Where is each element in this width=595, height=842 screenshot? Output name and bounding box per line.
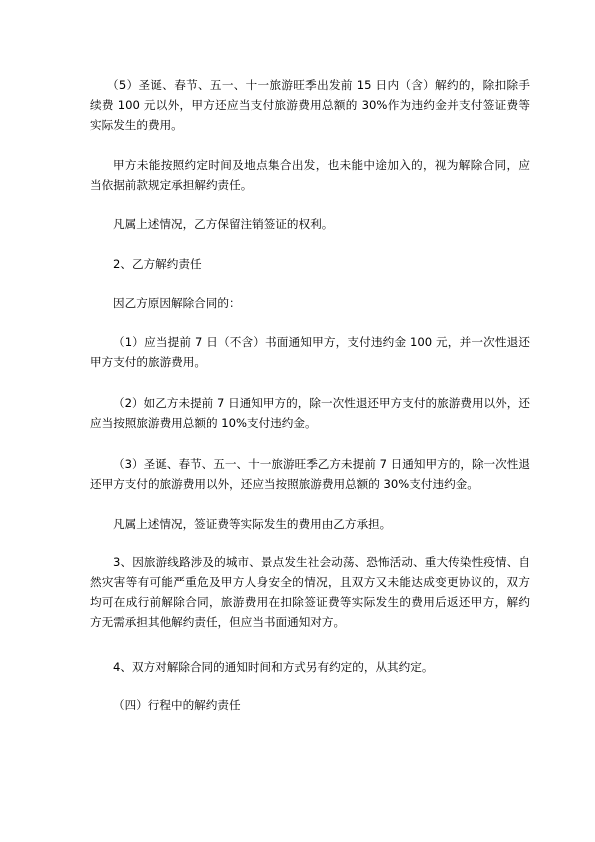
paragraph-visa-fees-borne: 凡属上述情况，签证费等实际发生的费用由乙方承担。 — [113, 517, 392, 531]
paragraph-failure-to-depart: 甲方未能按照约定时间及地点集合出发，也未能中途加入的，视为解除合同，应当依据前款规定承担解约责任。 — [90, 158, 530, 192]
paragraph-item-1: （1）应当提前 7 日（不含）书面通知甲方，支付违约金 100 元，并一次性退还甲方支付的旅游费用。 — [90, 335, 530, 369]
paragraph-visa-cancellation-right: 凡属上述情况，乙方保留注销签证的权利。 — [113, 217, 334, 231]
paragraph-peak-season-cancellation: （5）圣诞、春节、五一、十一旅游旺季出发前 15 日内（含）解约的，除扣除手续费 100 元以外，甲方还应当支付旅游费用总额的 30%作为违约金并支付签证费等实际发生的费用。 — [90, 78, 530, 132]
section-heading-in-trip-liability: （四）行程中的解约责任 — [113, 698, 241, 712]
section-heading-party-b-liability: 2、乙方解约责任 — [113, 257, 202, 271]
paragraph-item-2: （2）如乙方未提前 7 日通知甲方的，除一次性退还甲方支付的旅游费用以外，还应当按照旅游费用总额的 10%支付违约金。 — [90, 396, 530, 430]
paragraph-item-3: （3）圣诞、春节、五一、十一旅游旺季乙方未提前 7 日通知甲方的，除一次性退还甲方支付的旅游费用以外，还应当按照旅游费用总额的 30%支付违约金。 — [90, 457, 530, 491]
paragraph-notice-agreement: 4、双方对解除合同的通知时间和方式另有约定的，从其约定。 — [113, 660, 434, 674]
paragraph-force-majeure: 3、因旅游线路涉及的城市、景点发生社会动荡、恐怖活动、重大传染性疫情、自然灾害等有可能严重危及甲方人身安全的情况，且双方又未能达成变更协议的，双方均可在成行前解除合同，旅游费用在扣除签证费等实际发生的费用后返还甲方，解约方无需承担其他解约责任，但应当书面通知对方。 — [90, 555, 530, 629]
paragraph-party-b-cause: 因乙方原因解除合同的： — [113, 296, 241, 310]
